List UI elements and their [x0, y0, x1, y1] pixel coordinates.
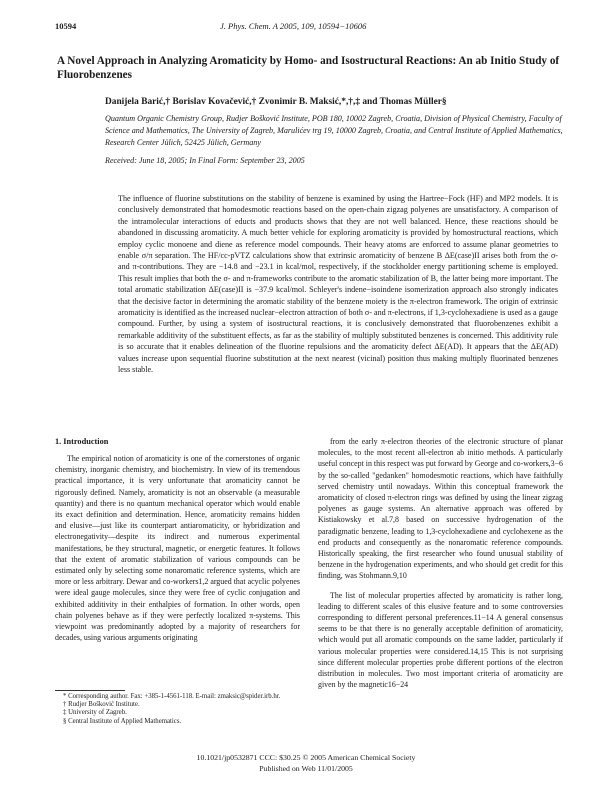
paper-title: A Novel Approach in Analyzing Aromaticity by Homo- and Isostructural Reactions: An ab Initio Study of Fluorobenzenes [57, 55, 560, 81]
footnote-affiliation-2: ‡ University of Zagreb. [63, 709, 127, 717]
intro-paragraph-3: The list of molecular properties affected by aromaticity is rather long, leading to different scales of this elusive feature and to some controversies corresponding to different personal preferences.11−14 A general consensus seems to be that there is no generally acceptable definition of aromaticity, which would put all aromatic compounds on the same ladder, particularly if various molecular properties were considered.14,15 This is not surprising since different molecular properties probe different portions of the electron distribution in molecules. Two most important criteria of aromaticity are given by the magnetic16−24 [318, 590, 563, 690]
footnote-divider [55, 690, 125, 691]
running-header [55, 21, 560, 33]
intro-paragraph-2: from the early π-electron theories of the electronic structure of planar molecules, to the most recent all-electron ab initio methods. A particularly useful concept in this respect was put forward by George and co-workers,3−6 by the so-called "gedanken" homodesmotic reactions, which have faithfully served chemistry until nowadays. Within this conceptual framework the aromaticity of closed π-electron rings was defined by using the linear zigzag polyenes as gauge systems. An alternative approach was offered by Kistiakowsky et al.7,8 based on successive hydrogenation of the paradigmatic benzene, leading to 1,3-cyclohexadiene and cyclohexene as the end products and consequently as the nonaromatic reference compounds. Historically speaking, the first researcher who found unusual stability of benzene in the hydrogenation experiments, and who should get credit for this finding, was Stohmann.9,10 [318, 437, 563, 581]
footnotes [55, 693, 300, 726]
published-date: Published on Web 11/01/2005 [259, 764, 353, 773]
left-column [55, 453, 300, 643]
author-list: Danijela Barić,† Borislav Kovačević,† Zvonimir B. Maksić,*,†,‡ and Thomas Müller§ [105, 97, 447, 107]
affiliations: Quantum Organic Chemistry Group, Rudjer Bošković Institute, POB 180, 10002 Zagreb, Croatia, Division of Physical Chemistry, Faculty of Science and Mathematics, The University of Zagreb, Marulićev trg 19, 10000 Zagreb, Croatia, and Central Institute of Applied Mathematics, Research Center Jülich, 52425 Jülich, Germany [105, 114, 563, 148]
received-dates: Received: June 18, 2005; In Final Form: September 23, 2005 [105, 156, 305, 165]
footnote-affiliation-1: † Rudjer Bošković Institute. [63, 701, 140, 709]
footnote-corresponding-author: * Corresponding author. Fax: +385-1-4561-118. E-mail: zmaksic@spider.irb.hr. [63, 693, 281, 700]
right-column [318, 436, 563, 690]
intro-paragraph-1: The empirical notion of aromaticity is one of the cornerstones of organic chemistry, inorganic chemistry, and biochemistry. In view of its tremendous practical importance, it is very unfortunate that aromaticity cannot be rigorously defined. Namely, aromaticity is not an observable (a measurable quantity) and there is no quantum mechanical operator which would enable its exact definition and determination. Hence, aromaticity remains hidden and elusive—just like its counterpart antiaromaticity, or hybridization and electronegativity—despite its indirect and numerous experimental manifestations, be they structural, magnetic, or energetic features. It follows that the extent of aromatic stabilization of various compounds can be estimated only by selecting some nonaromatic reference systems, which are more or less arbitrary. Dewar and co-workers1,2 argued that acyclic polyenes were ideal gauge molecules, since they were free of cyclic conjugation and exhibited additivity in their enthalpies of formation. In other words, open chain polyenes behave as if they were perfectly localized π-systems. This viewpoint was predominantly adopted by a majority of researchers for decades, using various arguments originating [55, 454, 300, 643]
section-heading-introduction: 1. Introduction [55, 437, 109, 446]
page-number: 10594 [55, 21, 77, 31]
journal-citation: J. Phys. Chem. A 2005, 109, 10594−10606 [220, 21, 367, 31]
abstract: The influence of fluorine substitutions on the stability of benzene is examined by using the Hartree−Fock (HF) and MP2 models. It is conclusively demonstrated that homodesmotic reactions based on the open-chain zigzag polyenes are unsatisfactory. A comparison of the intramolecular interactions of educts and products shows that they are not well balanced. Hence, these reactions should be abandoned in discussing aromaticity. A much better vehicle for exploring aromaticity is provided by homostructural reactions, which employ cyclic monoene and diene as reference model compounds. Their heavy atoms are enforced to assume planar geometries to enable σ/π separation. The HF/cc-pVTZ calculations show that extrinsic aromaticity of benzene B ΔE(case)II arises both from the σ- and π-contributions. They are −14.8 and −23.1 in kcal/mol, respectively, if the stockholder energy partitioning scheme is employed. This result implies that both the σ- and π-frameworks contribute to the aromatic stabilization of B, the latter being more important. The total aromatic stabilization ΔE(case)II is −37.9 kcal/mol. Schleyer's indene−isoindene isomerization approach also strongly indicates that the decisive factor in determining the aromatic stability of the benzene moiety is the π-electron framework. The origin of extrinsic aromaticity is identified as the increased nuclear−electron attraction of both σ- and π-electrons, if 1,3-cyclohexadiene is used as a gauge compound. Further, by using a system of isostructural reactions, it is conclusively demonstrated that fluorobenzenes exhibit a remarkable additivity of the substituent effects, as far as the stability of multiply substituted benzenes is concerned. This additivity rule is so accurate that it enables delineation of the fluorine repulsions and the aromaticity defect ΔE(AD). It appears that the ΔE(AD) values increase upon sequential fluorine substitution at the next nearest (vicinal) position thus making multiply fluorinated benzenes less stable. [118, 194, 558, 375]
doi-copyright-line: 10.1021/jp0532871 CCC: $30.25 © 2005 American Chemical Society [196, 753, 416, 762]
footnote-affiliation-3: § Central Institute of Applied Mathematics. [63, 717, 182, 725]
